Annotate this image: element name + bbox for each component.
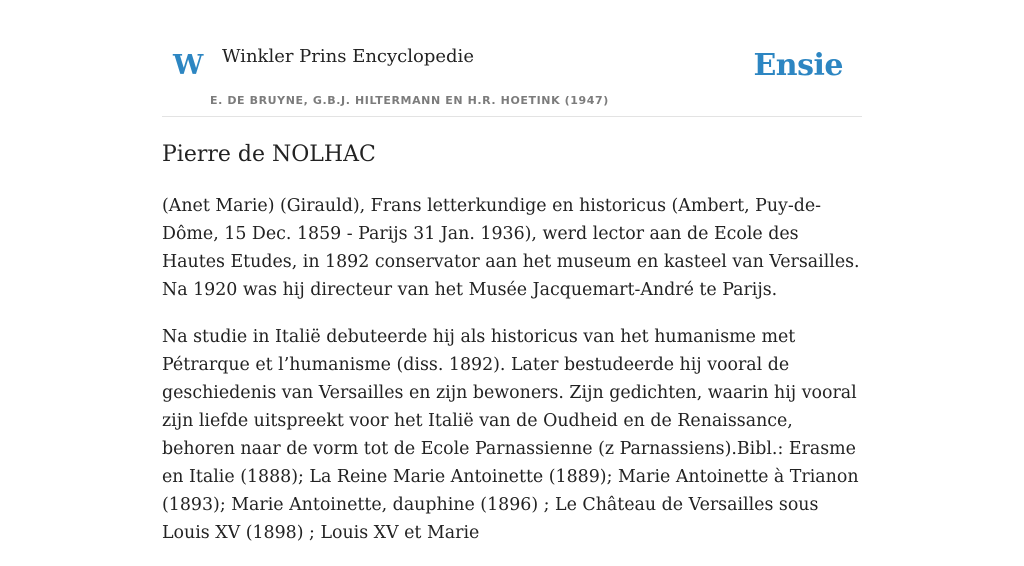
source-authors: E. DE BRUYNE, G.B.J. HILTERMANN EN H.R. HOETINK (1947) [210,94,609,107]
article-title: Pierre de NOLHAC [162,142,376,167]
source-title[interactable]: Winkler Prins Encyclopedie [222,46,474,67]
source-header [162,0,862,117]
article [162,140,862,566]
article-paragraph-biography: (Anet Marie) (Girauld), Frans letterkundige en historicus (Ambert, Puy-de-Dôme, 15 Dec. 1859 - Parijs 31 Jan. 1936), werd lector aan de Ecole des Hautes Etudes, in 1892 conservator aan het museum en kasteel van Versailles. Na 1920 was hij directeur van het Musée Jacquemart-André te Parijs. [162,195,860,300]
winkler-prins-logo[interactable]: W [173,50,204,81]
article-paragraph-works: Na studie in Italië debuteerde hij als historicus van het humanisme met Pétrarque et l’humanisme (diss. 1892). Later bestudeerde hij vooral de geschiedenis van Versailles en zijn bewoners. Zijn gedichten, waarin hij vooral zijn liefde uitspreekt voor het Italië van de Oudheid en de Renaissance, behoren naar de vorm tot de Ecole Parnassienne (z Parnassiens).Bibl.: Erasme en Italie (1888); La Reine Marie Antoinette (1889); Marie Antoinette à Trianon (1893); Marie Antoinette, dauphine (1896) ; Le Château de Versailles sous Louis XV (1898) ; Louis XV et Marie [162,326,859,543]
ensie-logo[interactable]: Ensie [753,48,843,83]
